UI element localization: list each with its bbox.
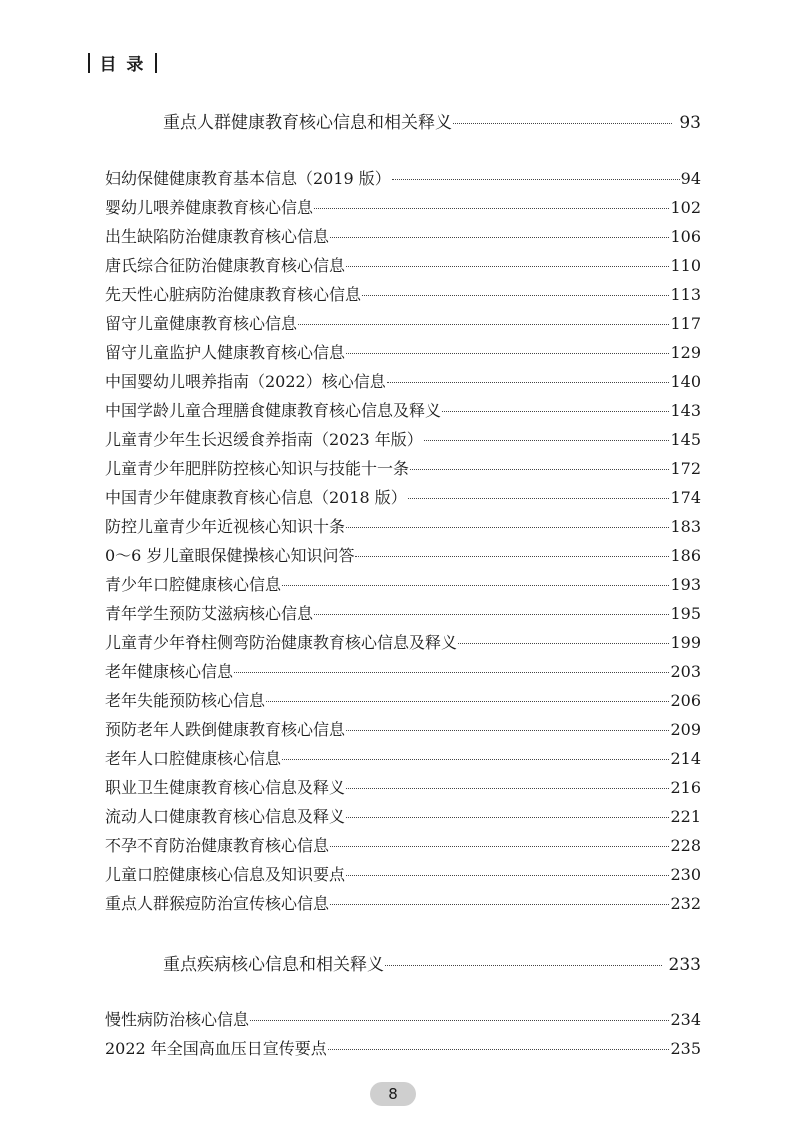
toc-entry[interactable]: 婴幼儿喂养健康教育核心信息 102 [105, 198, 701, 217]
leader-dots [314, 208, 669, 209]
toc-entry[interactable]: 2022 年全国高血压日宣传要点 235 [105, 1039, 701, 1058]
leader-dots [266, 701, 669, 702]
toc-entry[interactable]: 中国学龄儿童合理膳食健康教育核心信息及释义 143 [105, 401, 701, 420]
leader-dots [282, 585, 669, 586]
toc-entry[interactable]: 先天性心脏病防治健康教育核心信息 113 [105, 285, 701, 304]
toc-entry[interactable]: 老年失能预防核心信息 206 [105, 691, 701, 710]
leader-dots [346, 353, 669, 354]
running-head [88, 50, 157, 75]
leader-dots [458, 643, 669, 644]
leader-dots [346, 875, 669, 876]
toc-entry[interactable]: 预防老年人跌倒健康教育核心信息 209 [105, 720, 701, 739]
leader-dots [346, 527, 669, 528]
toc-entry[interactable]: 不孕不育防治健康教育核心信息 228 [105, 836, 701, 855]
leader-dots [234, 672, 669, 673]
toc-entry[interactable]: 妇幼保健健康教育基本信息（2019 版） 94 [105, 169, 701, 188]
leader-dots [346, 817, 669, 818]
leader-dots [314, 614, 669, 615]
leader-dots [408, 498, 670, 499]
leader-dots [410, 469, 669, 470]
leader-dots [442, 411, 669, 412]
toc-entry[interactable]: 重点人群猴痘防治宣传核心信息 232 [105, 894, 701, 913]
toc-entry[interactable]: 慢性病防治核心信息 234 [105, 1010, 701, 1029]
leader-dots [282, 759, 669, 760]
leader-dots [385, 965, 662, 966]
leader-dots [250, 1020, 669, 1021]
leader-dots [387, 382, 670, 383]
toc-entry[interactable]: 儿童青少年生长迟缓食养指南（2023 年版） 145 [105, 430, 701, 449]
leader-dots [362, 295, 669, 296]
toc-entry[interactable]: 青年学生预防艾滋病核心信息 195 [105, 604, 701, 623]
toc-entry[interactable]: 儿童青少年肥胖防控核心知识与技能十一条 172 [105, 459, 701, 478]
leader-dots [346, 266, 669, 267]
toc-entry[interactable]: 中国婴幼儿喂养指南（2022）核心信息 140 [105, 372, 701, 391]
toc-entry[interactable]: 老年人口腔健康核心信息 214 [105, 749, 701, 768]
leader-dots [330, 237, 669, 238]
toc-entry[interactable]: 中国青少年健康教育核心信息（2018 版） 174 [105, 488, 701, 507]
leader-dots [453, 123, 672, 124]
page-number-badge: 8 [370, 1082, 416, 1106]
toc-section-heading[interactable]: 重点人群健康教育核心信息和相关释义 93 [163, 113, 701, 133]
toc-entry[interactable]: 留守儿童健康教育核心信息 117 [105, 314, 701, 333]
leader-dots [298, 324, 669, 325]
toc-entry[interactable]: 出生缺陷防治健康教育核心信息 106 [105, 227, 701, 246]
toc-entry[interactable]: 防控儿童青少年近视核心知识十条 183 [105, 517, 701, 536]
leader-dots [330, 904, 669, 905]
leader-dots [346, 730, 669, 731]
header-title: 目 录 [99, 55, 146, 75]
toc-entry[interactable]: 唐氏综合征防治健康教育核心信息 110 [105, 256, 701, 275]
leader-dots [328, 1049, 670, 1050]
leader-dots [330, 846, 669, 847]
toc-entry[interactable]: 留守儿童监护人健康教育核心信息 129 [105, 343, 701, 362]
toc-entry[interactable]: 流动人口健康教育核心信息及释义 221 [105, 807, 701, 826]
toc-entry[interactable]: 老年健康核心信息 203 [105, 662, 701, 681]
leader-dots [346, 788, 669, 789]
toc-entry[interactable]: 青少年口腔健康核心信息 193 [105, 575, 701, 594]
toc-entry[interactable]: 儿童青少年脊柱侧弯防治健康教育核心信息及释义 199 [105, 633, 701, 652]
leader-dots [355, 556, 669, 557]
header-rule-left [88, 53, 90, 73]
toc-entry[interactable]: 儿童口腔健康核心信息及知识要点 230 [105, 865, 701, 884]
toc-section-heading[interactable]: 重点疾病核心信息和相关释义 233 [163, 955, 701, 975]
header-rule-right [155, 53, 157, 73]
toc-entry[interactable]: 职业卫生健康教育核心信息及释义 216 [105, 778, 701, 797]
toc-entry[interactable]: 0～6 岁儿童眼保健操核心知识问答 186 [105, 546, 701, 565]
leader-dots [392, 179, 680, 180]
leader-dots [424, 440, 670, 441]
